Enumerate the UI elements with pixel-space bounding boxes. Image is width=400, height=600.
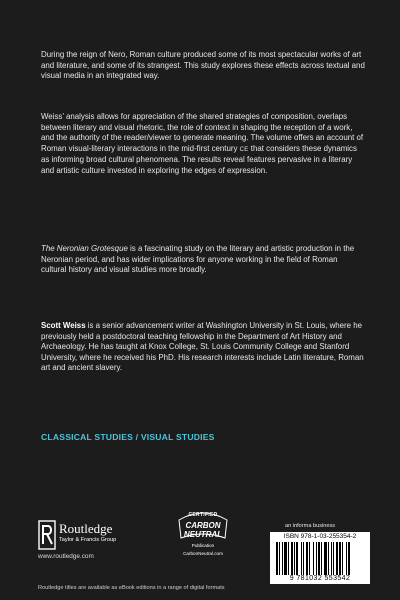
blurb-paragraph-3 (41, 244, 365, 276)
carbon-neutral-seal (170, 510, 236, 566)
seal-url-text: CarbonNeutral.com (183, 551, 223, 556)
seal-publication-text: Publication (191, 543, 215, 548)
seal-certified-text: CERTIFIED (188, 512, 218, 518)
blurb-paragraph-3-text: is a fascinating study on the literary and artistic production in the Neronian period, and has wider implications for anyone working in the field of Roman cultural history and visual studies more broadly. (41, 244, 355, 275)
publisher-url[interactable]: www.routledge.com (38, 553, 94, 560)
blurb-paragraph-1: During the reign of Nero, Roman culture produced some of its most spectacular works of art and literature, and some of its strangest. This study explores these effects across textual and visual media in an integrated way. (41, 50, 365, 81)
seal-carbon-text: CARBON (185, 521, 221, 530)
blurb-paragraph-2-tail: that considers these dynamics as informing broad cultural phenomena. The results reveal features pervasive in a literary and artistic culture invested in exploring the edges of expression. (41, 143, 357, 175)
routledge-logo (38, 520, 168, 554)
publisher-name: Routledge (59, 521, 113, 536)
blurb-paragraph-2 (41, 112, 365, 177)
isbn-label: ISBN 978-1-03-255354-2 (283, 533, 357, 540)
era-abbreviation: CE (239, 146, 249, 153)
publisher-group: Taylor & Francis Group (59, 537, 117, 543)
blurb-paragraph-2-text: Weiss’ analysis allows for appreciation of the shared strategies of composition, overlaps between literary and visual rhetoric, the role of context in shaping the reception of a work, and the authority of the reader/viewer to generate meaning. The volume offers an account of Roman visual-literary interactions in the mid-first century (41, 112, 364, 153)
book-title: The Neronian Grotesque (41, 244, 128, 253)
barcode-bars-icon (276, 542, 364, 575)
seal-neutral-text: NEUTRAL (183, 530, 223, 539)
author-bio-text: is a senior advancement writer at Washington University in St. Louis, where he previously held a postdoctoral teaching fellowship in the Department of Art History and Archaeology. He has taught at Knox College, St. Louis Community College and Stanford University, where he received his PhD. His research interests include Latin literature, Roman art and ancient slavery. (41, 321, 364, 373)
author-name: Scott Weiss (41, 321, 86, 330)
isbn-barcode (270, 532, 370, 584)
ebook-note: Routledge titles are available as eBook editions in a range of digital formats (38, 585, 225, 591)
informa-tagline: an informa business (285, 523, 336, 529)
routledge-r-icon (38, 520, 56, 550)
author-bio (41, 321, 365, 374)
barcode-digits: 9 781032 553542 (289, 575, 351, 582)
subject-category: CLASSICAL STUDIES / VISUAL STUDIES (41, 432, 215, 442)
